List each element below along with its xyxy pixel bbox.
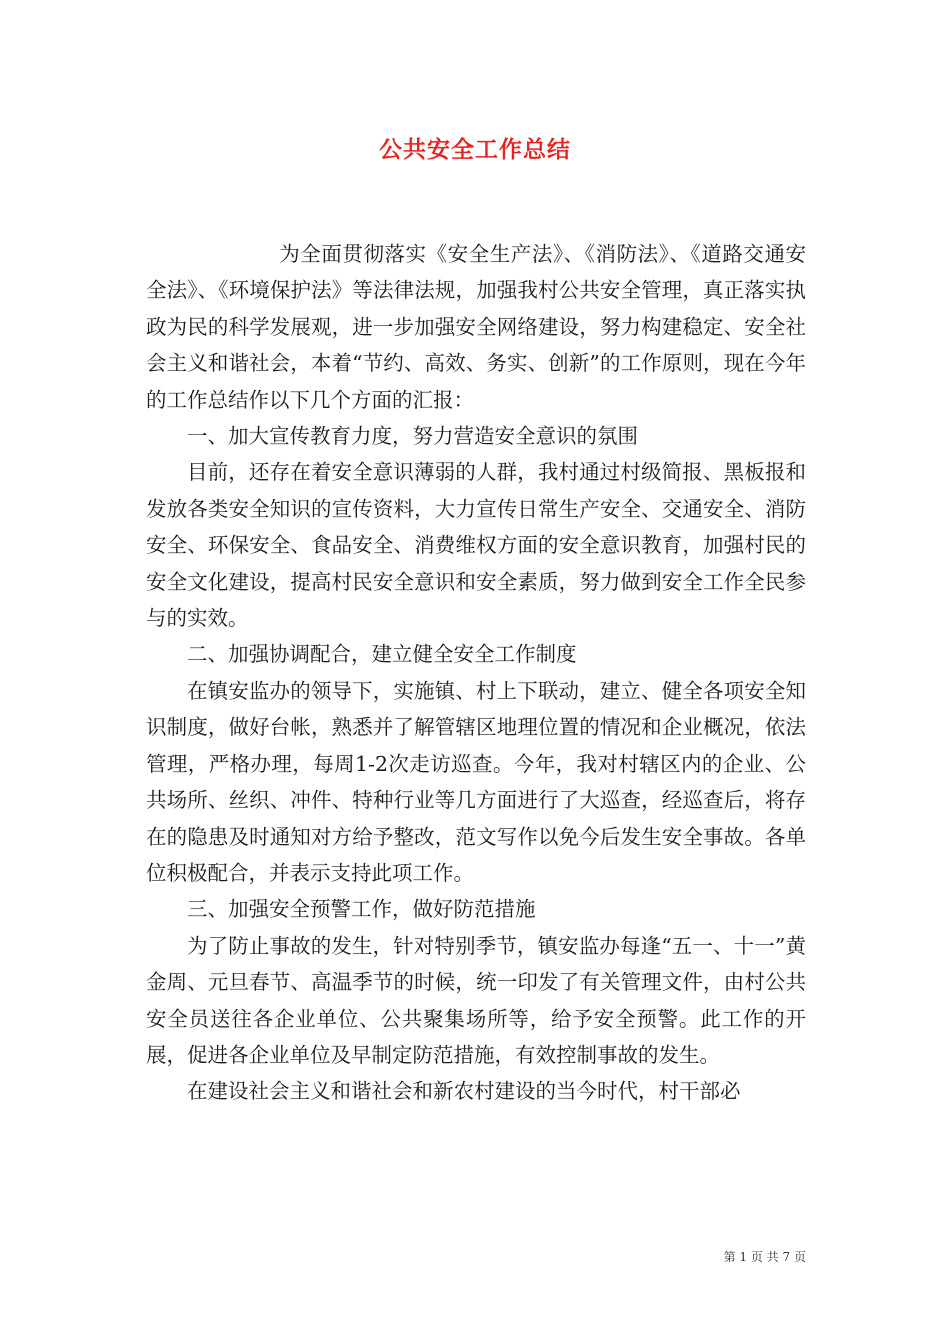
document-title: 公共安全工作总结 xyxy=(379,136,571,163)
section-heading-1: 一、加大宣传教育力度，努力营造安全意识的氛围 xyxy=(187,424,638,449)
paragraph-section-2: 在镇安监办的领导下，实施镇、村上下联动，建立、健全各项安全知识制度，做好台帐，熟悉并了解管辖区地理位置的情况和企业概况，依法管理，严格办理，每周1-2次走访巡查。今年，我对村辖区内的企业、公共场所、丝织、冲件、特种行业等几方面进行了大巡查，经巡查后，将存在的隐患及时通知对方给予整改，范文写作以免今后发生安全事故。各单位积极配合，并表示支持此项工作。 xyxy=(146,678,806,885)
document-body xyxy=(146,236,806,1110)
paragraph-section-1: 目前，还存在着安全意识薄弱的人群，我村通过村级简报、黑板报和发放各类安全知识的宣传资料，大力宣传日常生产安全、交通安全、消防安全、环保安全、食品安全、消费维权方面的安全意识教育，加强村民的安全文化建设，提高村民安全意识和安全素质，努力做到安全工作全民参与的实效。 xyxy=(146,460,806,631)
paragraph-section-3: 为了防止事故的发生，针对特别季节，镇安监办每逢“五一、十一”黄金周、元旦春节、高温季节的时候，统一印发了有关管理文件，由村公共安全员送往各企业单位、公共聚集场所等，给予安全预警。此工作的开展，促进各企业单位及早制定防范措施，有效控制事故的发生。 xyxy=(146,933,806,1067)
section-heading-2: 二、加强协调配合，建立健全安全工作制度 xyxy=(187,642,577,667)
page-number: 第 1 页 共 7 页 xyxy=(723,1250,806,1264)
paragraph-intro: 为全面贯彻落实《安全生产法》、《消防法》、《道路交通安全法》、《环境保护法》等法律法规，加强我村公共安全管理，真正落实执政为民的科学发展观，进一步加强安全网络建设，努力构建稳定、安全社会主义和谐社会，本着“节约、高效、务实、创新”的工作原则，现在今年的工作总结作以下几个方面的汇报： xyxy=(146,242,806,412)
paragraph-continued: 在建设社会主义和谐社会和新农村建设的当今时代，村干部必 xyxy=(187,1079,741,1104)
section-heading-3: 三、加强安全预警工作，做好防范措施 xyxy=(187,897,536,922)
